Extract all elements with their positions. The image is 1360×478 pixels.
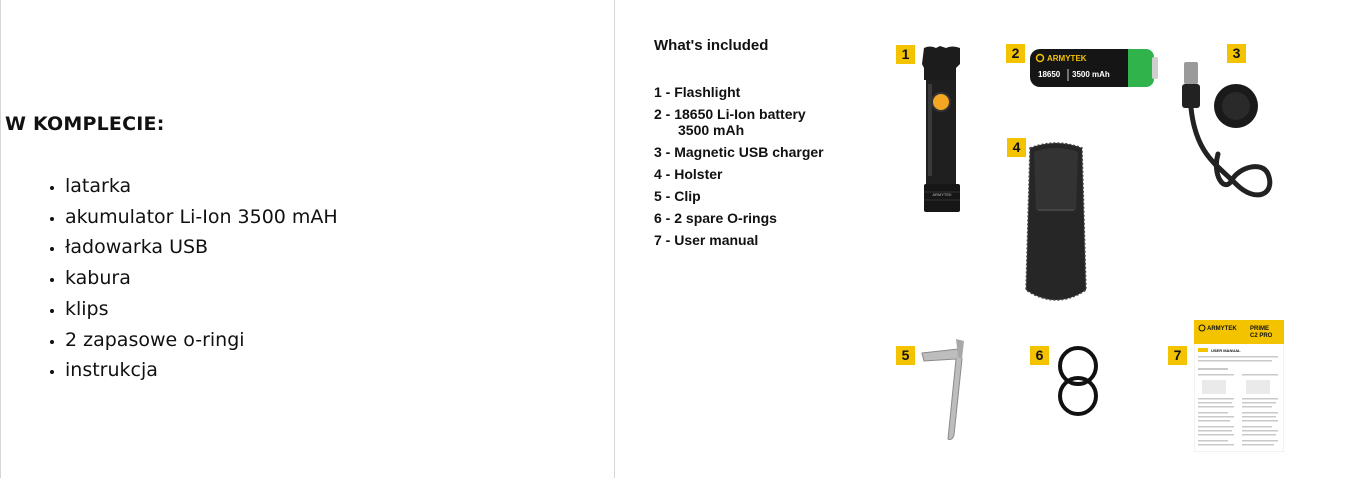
included-item-line: 3500 mAh <box>678 122 745 138</box>
list-item: • 2 zapasowe o-ringi <box>65 325 338 356</box>
included-item: 7 - User manual <box>654 232 759 248</box>
flashlight-image <box>918 44 966 216</box>
list-item: • klips <box>65 294 338 325</box>
list-item: • instrukcja <box>65 355 338 386</box>
included-list <box>654 84 844 254</box>
manual-subtitle: C2 PRO <box>1250 333 1273 339</box>
holster-image <box>1016 140 1096 310</box>
badge-1: 1 <box>896 45 915 64</box>
contents-heading: W KOMPLECIE: <box>5 113 165 135</box>
included-item: 6 - 2 spare O-rings <box>654 210 777 226</box>
usb-charger-image <box>1176 44 1286 224</box>
svg-text:ARMYTEK: ARMYTEK <box>932 192 952 197</box>
included-item-line: 2 - 18650 Li-Ion battery <box>654 106 806 122</box>
badge-5: 5 <box>896 346 915 365</box>
battery-model: 18650 <box>1038 70 1061 79</box>
orings-image <box>1050 342 1108 422</box>
badge-2: 2 <box>1006 44 1025 63</box>
included-title: What's included <box>654 37 769 54</box>
included-item <box>654 106 844 138</box>
manual-brand: ARMYTEK <box>1207 326 1237 332</box>
battery-image <box>1028 47 1160 89</box>
list-item: • latarka <box>65 171 338 202</box>
included-item: 5 - Clip <box>654 188 701 204</box>
included-image <box>616 0 1360 478</box>
manual-heading: USER MANUAL <box>1211 348 1241 353</box>
clip-image <box>918 335 978 445</box>
badge-7: 7 <box>1168 346 1187 365</box>
badge-3: 3 <box>1227 44 1246 63</box>
badge-6: 6 <box>1030 346 1049 365</box>
battery-brand: ARMYTEK <box>1047 54 1087 63</box>
list-item: • akumulator Li-Ion 3500 mAH <box>65 202 338 233</box>
list-item: • kabura <box>65 263 338 294</box>
included-item: 1 - Flashlight <box>654 84 741 100</box>
list-item: • ładowarka USB <box>65 232 338 263</box>
manual-title: PRIME <box>1250 326 1270 332</box>
battery-capacity: 3500 mAh <box>1072 70 1110 79</box>
contents-list <box>39 171 338 386</box>
included-item: 4 - Holster <box>654 166 723 182</box>
user-manual-image <box>1194 320 1284 452</box>
left-pane <box>0 0 615 478</box>
badge-4: 4 <box>1007 138 1026 157</box>
included-item: 3 - Magnetic USB charger <box>654 144 824 160</box>
